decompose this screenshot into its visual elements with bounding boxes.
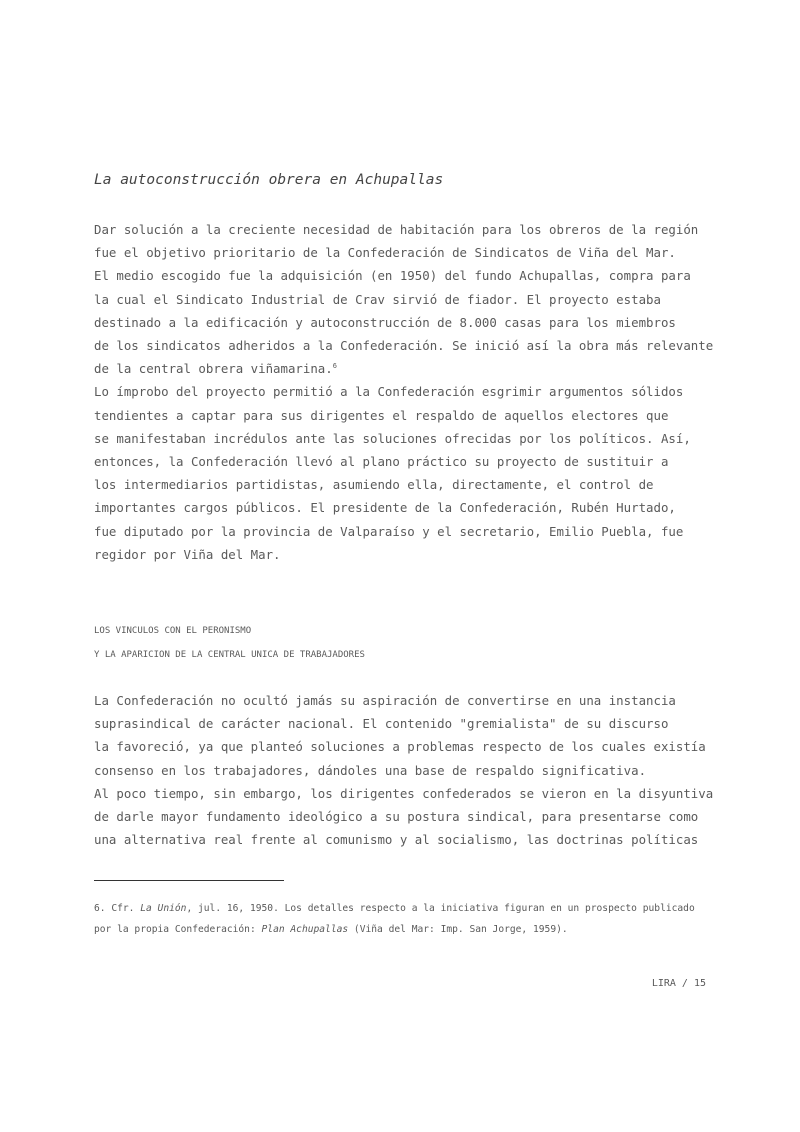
footnote-line-2 [94,919,714,940]
footnote-marker[interactable]: 6 [332,362,337,371]
footnote-divider [94,880,284,881]
text-line: destinado a la edificación y autoconstrucción de 8.000 casas para los miembros [94,314,676,330]
text-line: la favoreció, ya que planteó soluciones a problemas respecto de los cuales existía [94,739,706,755]
text-line: de los sindicatos adheridos a la Confederación. Se inició así la obra más relevante [94,338,714,354]
text-line: regidor por Viña del Mar. [94,546,281,562]
footnote-text: (Viña del Mar: Imp. San Jorge, 1959). [348,924,568,935]
text-line-content: de la central obrera viñamarina. [94,361,333,377]
text-line: Lo ímprobo del proyecto permitió a la Confederación esgrimir argumentos sólidos [94,384,684,400]
body-text-block-1 [94,218,714,566]
text-line: suprasindical de carácter nacional. El contenido "gremialista" de su discurso [94,716,669,732]
section-title: La autoconstrucción obrera en Achupallas [94,172,444,188]
page-number: LIRA / 15 [651,978,706,989]
text-line: de darle mayor fundamento ideológico a su postura sindical, para presentarse como [94,809,699,825]
footnote-line-1 [94,898,714,919]
subheading-line-1: LOS VINCULOS CON EL PERONISMO [94,626,252,636]
text-line [94,357,714,380]
text-line: entonces, la Confederación llevó al plano práctico su proyecto de sustituir a [94,454,669,470]
text-line: El medio escogido fue la adquisición (en 1950) del fundo Achupallas, compra para [94,268,691,284]
text-line: una alternativa real frente al comunismo y al socialismo, las doctrinas políticas [94,832,699,848]
text-line: La Confederación no ocultó jamás su aspiración de convertirse en una instancia [94,693,676,708]
text-line: fue diputado por la provincia de Valparaíso y el secretario, Emilio Puebla, fue [94,523,684,539]
text-line: Dar solución a la creciente necesidad de habitación para los obreros de la región [94,222,699,237]
text-line: consenso en los trabajadores, dándoles una base de respaldo significativa. [94,762,647,778]
body-text-block-2 [94,689,714,851]
text-line: fue el objetivo prioritario de la Confederación de Sindicatos de Viña del Mar. [94,245,676,261]
text-line: Al poco tiempo, sin embargo, los dirigentes confederados se vieron en la disyuntiva [94,785,714,801]
footnote-text: por la propia Confederación: [94,924,262,935]
footnote-number: 6. Cfr. [94,903,141,914]
subheading-line-2: Y LA APARICION DE LA CENTRAL UNICA DE TRABAJADORES [94,650,365,660]
footnote-work-title: Plan Achupallas [261,924,349,935]
text-line: se manifestaban incrédulos ante las soluciones ofrecidas por los políticos. Así, [94,430,691,446]
footnote-text: , jul. 16, 1950. Los detalles respecto a la iniciativa figuran en un prospecto publicado [186,903,695,914]
text-line: importantes cargos públicos. El presidente de la Confederación, Rubén Hurtado, [94,500,676,516]
footnote-source-title: La Unión [140,903,187,914]
text-line: tendientes a captar para sus dirigentes el respaldo de aquellos electores que [94,407,669,423]
footnote [94,898,714,940]
text-line: la cual el Sindicato Industrial de Crav sirvió de fiador. El proyecto estaba [94,291,661,307]
text-line: los intermediarios partidistas, asumiendo ella, directamente, el control de [94,477,654,493]
